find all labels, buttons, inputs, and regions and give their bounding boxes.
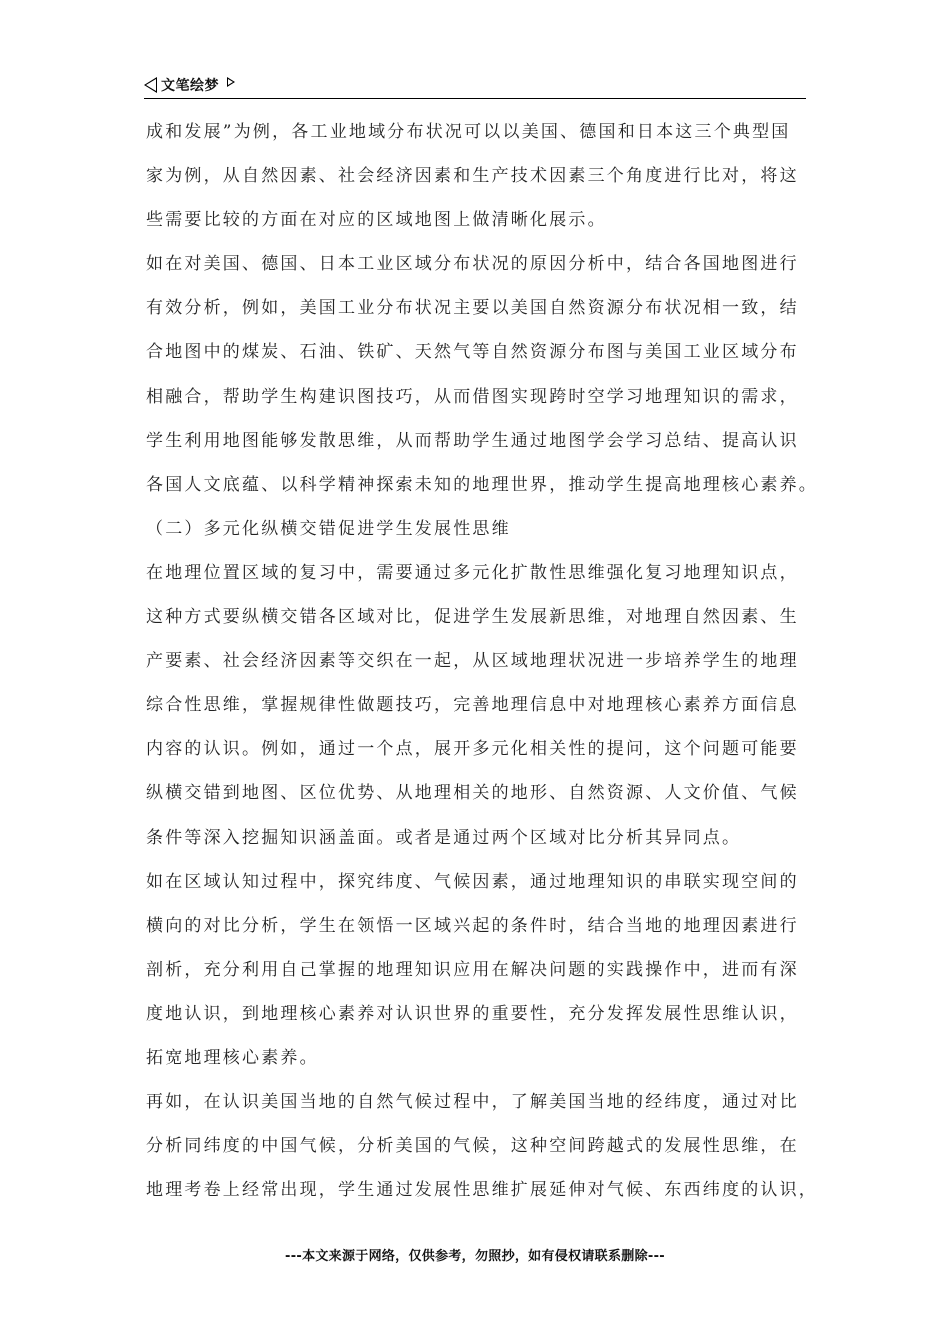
text-line: 地理考卷上经常出现，学生通过发展性思维扩展延伸对气候、东西纬度的认识， [146,1180,818,1201]
text-line: 再如，在认识美国当地的自然气候过程中，了解美国当地的经纬度，通过对比 [146,1092,799,1113]
text-line: 横向的对比分析，学生在领悟一区域兴起的条件时，结合当地的地理因素进行 [146,915,799,936]
footer-disclaimer: ---本文来源于网络，仅供参考，勿照抄，如有侵权请联系删除--- [285,1249,665,1264]
section-heading: （二）多元化纵横交错促进学生发展性思维 [146,518,511,539]
text-line: 如在区域认知过程中，探究纬度、气候因素，通过地理知识的串联实现空间的 [146,871,799,892]
text-line: 成和发展”为例，各工业地域分布状况可以以美国、德国和日本这三个典型国 [146,122,791,142]
header-title: 文笔绘梦 [161,78,219,94]
text-line: 如在对美国、德国、日本工业区域分布状况的原因分析中，结合各国地图进行 [146,254,799,275]
text-line: 拓宽地理核心素养。 [146,1047,319,1068]
text-line: 内容的认识。例如，通过一个点，展开多元化相关性的提问，这个问题可能要 [146,739,799,760]
text-line: 产要素、社会经济因素等交织在一起，从区域地理状况进一步培养学生的地理 [146,651,799,672]
text-line: 些需要比较的方面在对应的区域地图上做清晰化展示。 [146,210,607,231]
text-line: 家为例，从自然因素、社会经济因素和生产技术因素三个角度进行比对，将这 [146,166,799,187]
text-line: 各国人文底蕴、以科学精神探索未知的地理世界，推动学生提高地理核心素养。 [146,474,818,495]
text-line: 相融合，帮助学生构建识图技巧，从而借图实现跨时空学习地理知识的需求， [146,386,799,407]
left-triangle-icon [144,77,157,93]
page-header [144,74,806,99]
text-line: 条件等深入挖掘知识涵盖面。或者是通过两个区域对比分析其异同点。 [146,827,742,848]
text-line: 度地认识，到地理核心素养对认识世界的重要性，充分发挥发展性思维认识， [146,1003,799,1024]
text-line: 综合性思维，掌握规律性做题技巧，完善地理信息中对地理核心素养方面信息 [146,695,799,716]
text-line: 学生利用地图能够发散思维，从而帮助学生通过地图学会学习总结、提高认识 [146,430,799,451]
text-line: 合地图中的煤炭、石油、铁矿、天然气等自然资源分布图与美国工业区域分布 [146,342,799,363]
text-line: 在地理位置区域的复习中，需要通过多元化扩散性思维强化复习地理知识点， [146,562,799,583]
text-line: 剖析，充分利用自己掌握的地理知识应用在解决问题的实践操作中，进而有深 [146,959,799,980]
header-brand [144,74,235,96]
text-line: 这种方式要纵横交错各区域对比，促进学生发展新思维，对地理自然因素、生 [146,607,799,628]
text-line: 有效分析，例如，美国工业分布状况主要以美国自然资源分布状况相一致，结 [146,298,799,319]
text-line: 分析同纬度的中国气候，分析美国的气候，这种空间跨越式的发展性思维，在 [146,1136,799,1157]
right-triangle-icon [227,77,235,87]
text-line: 纵横交错到地图、区位优势、从地理相关的地形、自然资源、人文价值、气候 [146,783,799,804]
document-body [146,110,818,1212]
